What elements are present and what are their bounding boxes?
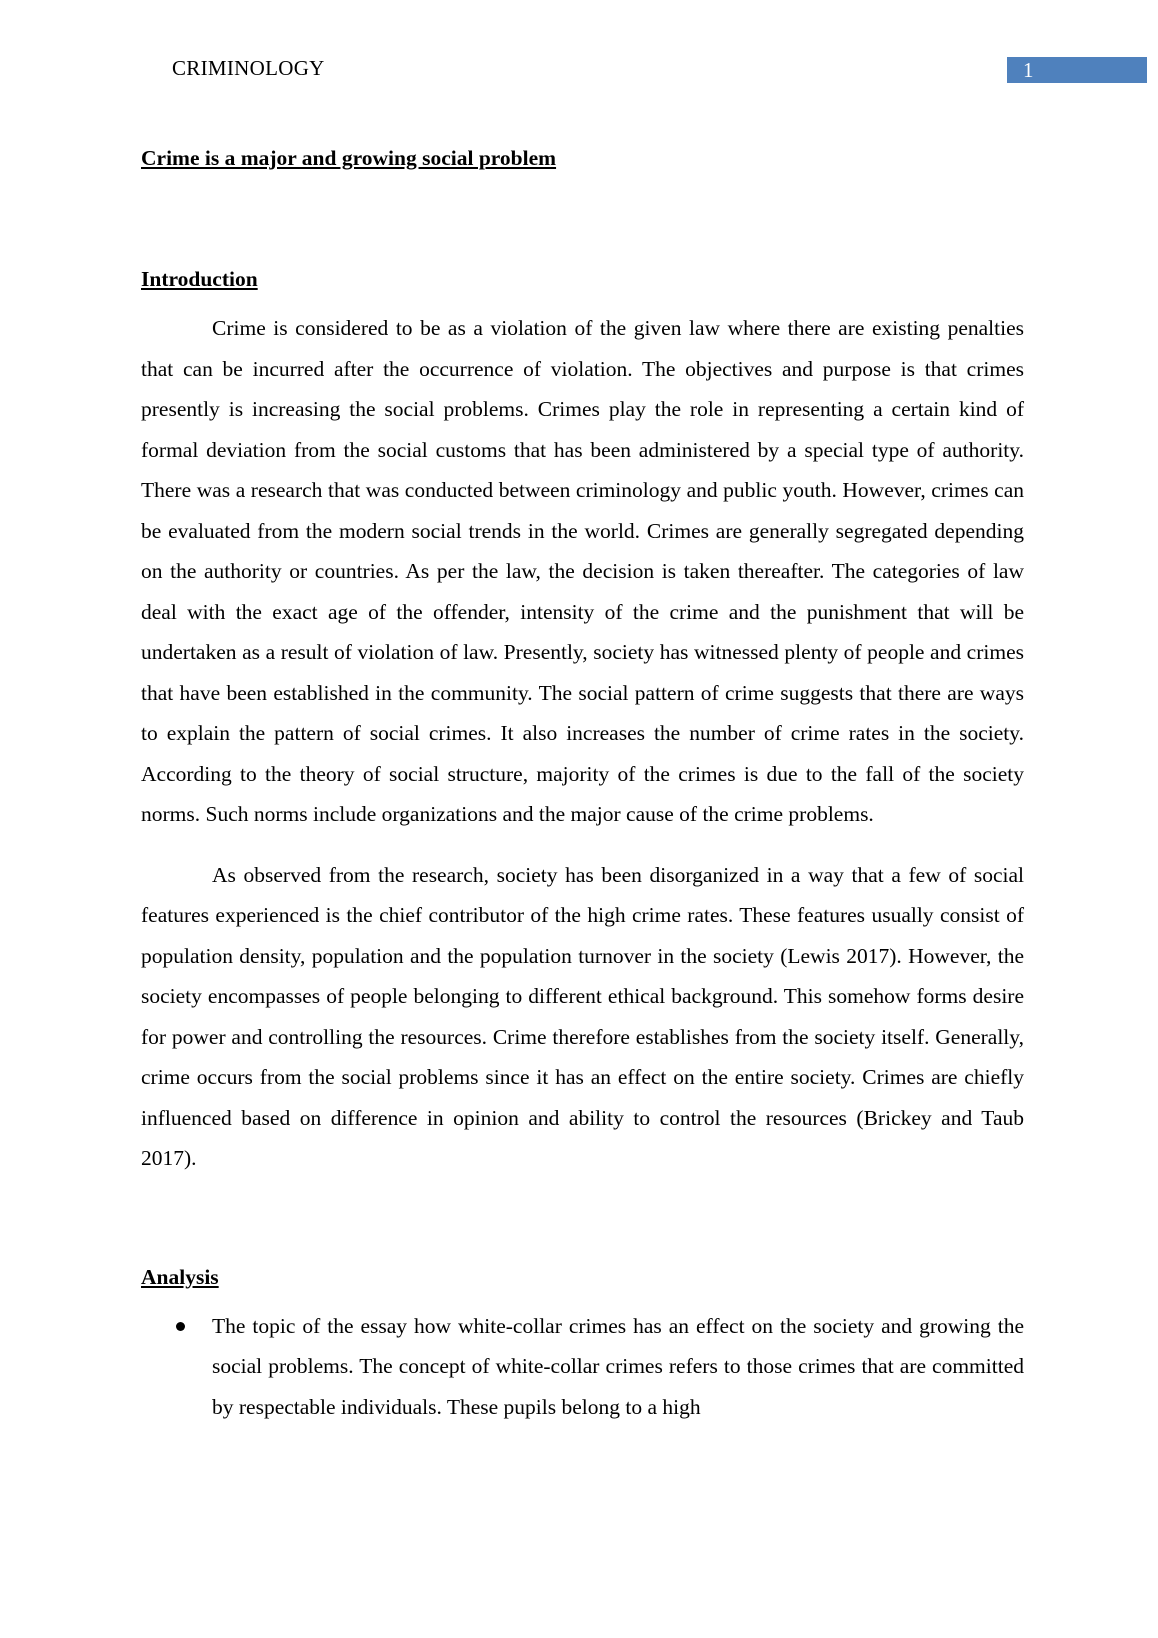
running-head: CRIMINOLOGY: [172, 56, 325, 80]
document-body: [141, 138, 1024, 1427]
document-title: Crime is a major and growing social problem: [141, 146, 557, 170]
section-spacer: [141, 1199, 1024, 1257]
bullet-icon: [176, 1322, 185, 1331]
section-heading-introduction: Introduction: [141, 267, 258, 291]
page-number: 1: [1023, 58, 1034, 82]
page-number-box: [1007, 57, 1147, 83]
list-item-text: The topic of the essay how white-collar crimes has an effect on the society and growing the social problems. The concept of white-collar crimes refers to those crimes that are committed by respectable individuals. These pupils belong to a high: [212, 1313, 1024, 1419]
paragraph: As observed from the research, society has been disorganized in a way that a few of social features experienced is the chief contributor of the high crime rates. These features usually consist of population density, population and the population turnover in the society (Lewis 2017). However, the society encompasses of people belonging to different ethical background. This somehow forms desire for power and controlling the resources. Crime therefore establishes from the society itself. Generally, crime occurs from the social problems since it has an effect on the entire society. Crimes are chiefly influenced based on difference in opinion and ability to control the resources (Brickey and Taub 2017).: [141, 862, 1024, 1170]
section-heading-analysis: Analysis: [141, 1264, 219, 1289]
list-item: [141, 1306, 1024, 1428]
paragraph: Crime is considered to be as a violation of the given law where there are existing penalties that can be incurred after the occurrence of violation. The objectives and purpose is that crimes presently is increasing the social problems. Crimes play the role in representing a certain kind of formal deviation from the social customs that has been administered by a special type of authority. There was a research that was conducted between criminology and public youth. However, crimes can be evaluated from the modern social trends in the world. Crimes are generally segregated depending on the authority or countries. As per the law, the decision is taken thereafter. The categories of law deal with the exact age of the offender, intensity of the crime and the punishment that will be undertaken as a result of violation of law. Presently, society has witnessed plenty of people and crimes that have been established in the community. The social pattern of crime suggests that there are ways to explain the pattern of social crimes. It also increases the number of crime rates in the society. According to the theory of social structure, majority of the crimes is due to the fall of the society norms. Such norms include organizations and the major cause of the crime problems.: [141, 316, 1024, 826]
bullet-list: [141, 1306, 1024, 1428]
